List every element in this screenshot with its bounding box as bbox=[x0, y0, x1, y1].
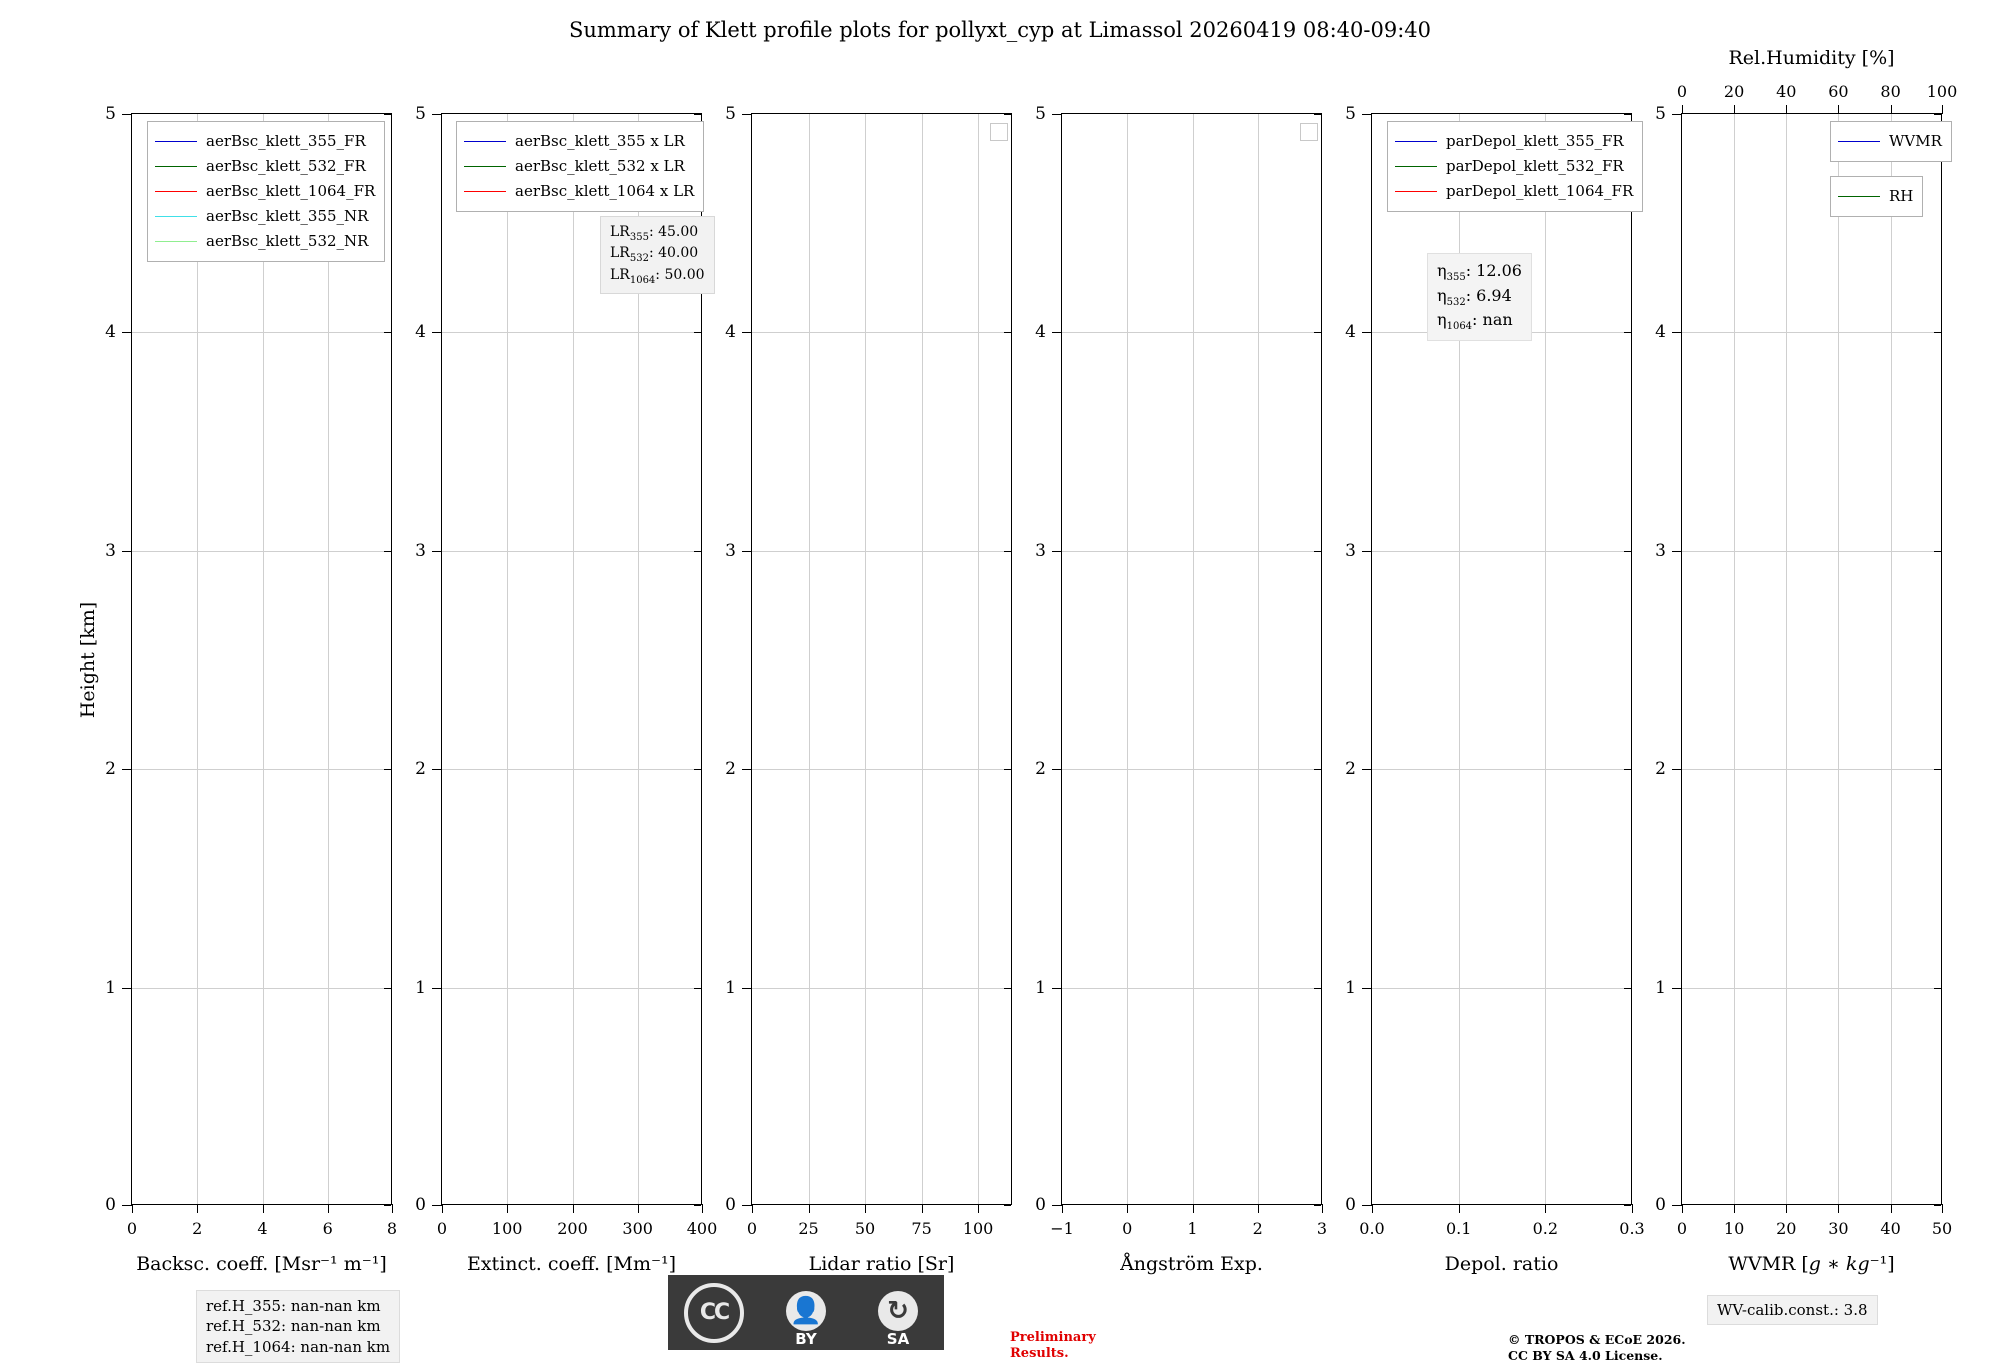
legend-backscatter[interactable] bbox=[147, 121, 385, 262]
y-tick-label: 2 bbox=[105, 759, 116, 780]
y-axis-title: Height [km] bbox=[77, 601, 99, 719]
x-tick-label: 0 bbox=[126, 1219, 138, 1238]
annotation-name: LR bbox=[610, 245, 630, 262]
x-tick-label: 100 bbox=[491, 1219, 523, 1238]
legend-item[interactable] bbox=[1395, 179, 1633, 204]
panel-backscatter bbox=[105, 104, 398, 1275]
legend-label: aerBsc_klett_1064_FR bbox=[206, 182, 376, 200]
x-tick-label: 25 bbox=[798, 1219, 819, 1238]
x-tick-label: 50 bbox=[854, 1219, 876, 1238]
cc-by-cell bbox=[760, 1275, 852, 1350]
x-tick-label-top: 40 bbox=[1776, 82, 1797, 101]
legend-label: aerBsc_klett_355_NR bbox=[206, 207, 369, 225]
x-tick-label: 6 bbox=[322, 1219, 333, 1238]
y-tick-label: 4 bbox=[105, 322, 116, 343]
y-tick-label: 4 bbox=[1035, 322, 1046, 343]
y-tick-label: 1 bbox=[415, 977, 426, 998]
x-tick-label: 1 bbox=[1187, 1219, 1198, 1238]
legend-item[interactable] bbox=[155, 129, 375, 154]
share-alike-icon: ↻ bbox=[878, 1291, 918, 1331]
x-tick-label: 0.3 bbox=[1619, 1219, 1645, 1238]
y-tick-label: 4 bbox=[725, 322, 736, 343]
annotation-value: 12.06 bbox=[1471, 261, 1522, 280]
x-tick-label: 200 bbox=[557, 1219, 588, 1238]
legend-item[interactable] bbox=[1838, 129, 1942, 154]
legend-label: parDepol_klett_532_FR bbox=[1446, 157, 1624, 175]
x-axis-title-depol-ratio: Depol. ratio bbox=[1444, 1253, 1559, 1275]
legend-wvmr[interactable] bbox=[1830, 121, 1952, 162]
legend-item[interactable] bbox=[464, 129, 694, 154]
y-tick-label: 1 bbox=[1035, 977, 1046, 998]
plot-area-angstroem bbox=[1035, 104, 1328, 1238]
plot-area-lidar-ratio bbox=[725, 104, 1012, 1238]
cc-mark-label: CC bbox=[684, 1283, 744, 1343]
page-title: Summary of Klett profile plots for pollyxt_cyp at Limassol 20260419 08:40-09:40 bbox=[568, 18, 1431, 42]
panel-wvmr bbox=[1655, 47, 1958, 1275]
annotation-sub: 355 bbox=[1446, 272, 1466, 284]
x-axis-title-angstroem: Ångström Exp. bbox=[1120, 1253, 1263, 1275]
y-tick-label: 0 bbox=[1035, 1195, 1046, 1215]
y-tick-label: 1 bbox=[1655, 977, 1666, 998]
legend-item[interactable] bbox=[464, 179, 694, 204]
legend-item[interactable] bbox=[155, 229, 375, 254]
y-tick-label: 3 bbox=[1035, 540, 1046, 561]
x-tick-label: 300 bbox=[622, 1219, 653, 1238]
annotation-sub: 532 bbox=[629, 253, 649, 265]
y-tick-label: 0 bbox=[1345, 1195, 1356, 1215]
x-axis-title-rh: Rel.Humidity [%] bbox=[1728, 47, 1895, 69]
x-tick-label: 2 bbox=[192, 1219, 203, 1238]
legend-swatch-line bbox=[155, 216, 197, 217]
legend-swatch-line bbox=[1395, 191, 1437, 192]
legend-label: aerBsc_klett_532_NR bbox=[206, 232, 369, 250]
legend-swatch-line bbox=[155, 241, 197, 242]
legend-label: RH bbox=[1889, 187, 1914, 205]
x-tick-label: −1 bbox=[1050, 1219, 1074, 1238]
cc-sa-cell bbox=[852, 1275, 944, 1350]
legend-item[interactable] bbox=[155, 204, 375, 229]
y-tick-label: 2 bbox=[415, 759, 426, 780]
legend-item[interactable] bbox=[155, 179, 375, 204]
y-tick-label: 3 bbox=[1345, 540, 1356, 561]
x-tick-label-top: 80 bbox=[1880, 82, 1901, 101]
annotation-sub: 532 bbox=[1446, 296, 1466, 308]
y-tick-label: 3 bbox=[105, 540, 116, 561]
y-tick-label: 3 bbox=[415, 540, 426, 561]
legend-label: aerBsc_klett_355 x LR bbox=[515, 132, 685, 150]
y-tick-label: 5 bbox=[1035, 104, 1046, 124]
panel-extinction bbox=[415, 104, 718, 1275]
x-tick-label: 0 bbox=[436, 1219, 448, 1238]
legend-item[interactable] bbox=[1395, 154, 1633, 179]
annotation-value: 40.00 bbox=[653, 245, 699, 262]
y-tick-label: 5 bbox=[1345, 104, 1356, 124]
legend-item[interactable] bbox=[464, 154, 694, 179]
y-tick-label: 4 bbox=[1345, 322, 1356, 343]
x-tick-label: 400 bbox=[686, 1219, 718, 1238]
x-axis-title-lidar-ratio: Lidar ratio [Sr] bbox=[808, 1253, 955, 1275]
cc-by-label: BY bbox=[795, 1330, 817, 1348]
ref-height-355: ref.H_355: nan-nan km bbox=[206, 1297, 381, 1315]
legend-swatch-line bbox=[1395, 166, 1437, 167]
x-tick-label: 10 bbox=[1723, 1219, 1745, 1238]
annotation-value: 45.00 bbox=[653, 224, 699, 240]
x-tick-label-top: 20 bbox=[1723, 82, 1745, 101]
cc-license-badge[interactable] bbox=[668, 1275, 944, 1350]
legend-label: parDepol_klett_1064_FR bbox=[1446, 182, 1634, 200]
legend-label: aerBsc_klett_355_FR bbox=[206, 132, 366, 150]
preliminary-line-2: Results. bbox=[1010, 1346, 1069, 1362]
annotation-name: LR bbox=[610, 266, 630, 283]
legend-swatch-line bbox=[1838, 196, 1880, 197]
annotation-sub: 1064 bbox=[1446, 321, 1473, 333]
eta-annotation: $\eta_{355}$: 12.06 $\eta_{532}$: 6.94 $\eta_{1064}$: nan bbox=[1427, 253, 1532, 341]
x-axis-title-wvmr: WVMR [𝑔 ∗ 𝑘𝑔⁻¹] bbox=[1728, 1253, 1895, 1275]
legend-swatch-line bbox=[1395, 141, 1437, 142]
legend-label: aerBsc_klett_1064 x LR bbox=[515, 182, 695, 200]
panel-depol-ratio bbox=[1345, 104, 1645, 1275]
y-tick-label: 4 bbox=[1655, 322, 1666, 343]
legend-item[interactable] bbox=[1838, 184, 1913, 209]
y-tick-label: 0 bbox=[1655, 1195, 1666, 1215]
x-tick-label: 0.2 bbox=[1532, 1219, 1559, 1238]
x-tick-label: 50 bbox=[1931, 1219, 1953, 1238]
panel-angstroem bbox=[1035, 104, 1328, 1275]
y-tick-label: 5 bbox=[105, 104, 116, 124]
x-axis-title-backscatter: Backsc. coeff. [Msr⁻¹ m⁻¹] bbox=[136, 1253, 387, 1275]
legend-extinction[interactable] bbox=[456, 121, 704, 212]
x-tick-label: 0 bbox=[1676, 1219, 1688, 1238]
legend-item[interactable] bbox=[1395, 129, 1633, 154]
legend-label: aerBsc_klett_532 x LR bbox=[515, 157, 685, 175]
x-tick-label: 0.0 bbox=[1359, 1219, 1385, 1238]
wv-calibration-box: WV-calib.const.: 3.8 bbox=[1707, 1295, 1878, 1325]
y-tick-label: 1 bbox=[1345, 977, 1356, 998]
y-tick-label: 2 bbox=[725, 759, 736, 780]
plot-area-backscatter bbox=[105, 104, 398, 1238]
person-icon: 👤 bbox=[786, 1291, 826, 1331]
x-tick-label: 100 bbox=[962, 1219, 994, 1238]
panel-lidar-ratio bbox=[725, 104, 1012, 1275]
cc-logo-icon bbox=[668, 1275, 760, 1350]
legend-swatch-line bbox=[464, 141, 506, 142]
y-tick-label: 3 bbox=[1655, 540, 1666, 561]
x-tick-label: 2 bbox=[1252, 1219, 1263, 1238]
annotation-name: η bbox=[1437, 261, 1447, 280]
x-tick-label-top: 100 bbox=[1926, 82, 1958, 101]
y-tick-label: 0 bbox=[725, 1195, 736, 1215]
y-tick-label: 3 bbox=[725, 540, 736, 561]
legend-label: WVMR bbox=[1889, 132, 1942, 150]
y-tick-label: 1 bbox=[105, 977, 116, 998]
preliminary-results-note bbox=[1010, 1330, 1096, 1363]
legend-rh[interactable] bbox=[1830, 176, 1923, 217]
legend-swatch-line bbox=[464, 166, 506, 167]
ref-height-532: ref.H_532: nan-nan km bbox=[206, 1317, 381, 1336]
preliminary-line-1: Preliminary bbox=[1010, 1330, 1096, 1345]
annotation-value: nan bbox=[1477, 310, 1513, 330]
x-tick-label-top: 60 bbox=[1828, 82, 1849, 101]
y-tick-label: 2 bbox=[1655, 759, 1666, 780]
empty-legend-box[interactable] bbox=[990, 123, 1008, 141]
y-tick-label: 0 bbox=[105, 1195, 116, 1215]
x-tick-label: 30 bbox=[1828, 1219, 1849, 1238]
x-tick-label: 75 bbox=[911, 1219, 932, 1238]
x-tick-label: 20 bbox=[1776, 1219, 1797, 1238]
copyright-line-2: CC BY SA 4.0 License. bbox=[1508, 1348, 1663, 1364]
x-tick-label: 0 bbox=[746, 1219, 758, 1238]
reference-height-box bbox=[196, 1290, 400, 1363]
x-tick-label-top: 0 bbox=[1676, 82, 1688, 101]
annotation-sub: 1064 bbox=[629, 274, 656, 286]
y-tick-label: 2 bbox=[1345, 759, 1356, 780]
annotation-name: η bbox=[1437, 285, 1447, 305]
legend-depol-ratio[interactable] bbox=[1387, 121, 1643, 212]
x-tick-label: 4 bbox=[257, 1219, 268, 1238]
legend-label: aerBsc_klett_532_FR bbox=[206, 157, 366, 175]
copyright-line-1: © TROPOS & ECoE 2026. bbox=[1508, 1332, 1686, 1347]
y-tick-label: 2 bbox=[1035, 759, 1046, 780]
x-tick-label: 0 bbox=[1122, 1219, 1133, 1238]
annotation-value: 6.94 bbox=[1471, 285, 1512, 305]
x-tick-label: 3 bbox=[1316, 1219, 1328, 1238]
ref-height-1064: ref.H_1064: nan-nan km bbox=[206, 1337, 391, 1356]
y-tick-label: 1 bbox=[725, 977, 736, 998]
annotation-name: LR bbox=[610, 224, 630, 240]
plot-area-wvmr bbox=[1655, 82, 1958, 1238]
cc-sa-label: SA bbox=[886, 1330, 910, 1348]
annotation-name: η bbox=[1437, 310, 1447, 330]
x-tick-label: 0.1 bbox=[1445, 1219, 1472, 1238]
legend-swatch-line bbox=[155, 141, 197, 142]
legend-swatch-line bbox=[1838, 141, 1880, 142]
lidar-ratio-annotation: $LR_{355}$: 45.00 $LR_{532}$: 40.00 $LR_{1064}$: 50.00 bbox=[600, 216, 715, 294]
y-tick-label: 5 bbox=[415, 104, 426, 124]
x-tick-label: 40 bbox=[1880, 1219, 1901, 1238]
legend-swatch-line bbox=[155, 166, 197, 167]
y-tick-label: 4 bbox=[415, 322, 426, 343]
legend-item[interactable] bbox=[155, 154, 375, 179]
legend-swatch-line bbox=[464, 191, 506, 192]
legend-label: parDepol_klett_355_FR bbox=[1446, 132, 1624, 150]
x-axis-title-extinction: Extinct. coeff. [Mm⁻¹] bbox=[466, 1253, 677, 1275]
y-tick-label: 0 bbox=[415, 1195, 426, 1215]
x-tick-label: 8 bbox=[386, 1219, 398, 1238]
annotation-sub: 355 bbox=[629, 231, 649, 243]
legend-swatch-line bbox=[155, 191, 197, 192]
annotation-value: 50.00 bbox=[660, 266, 705, 283]
y-tick-label: 5 bbox=[725, 104, 736, 124]
empty-legend-box[interactable] bbox=[1300, 123, 1318, 141]
y-tick-label: 5 bbox=[1655, 104, 1666, 124]
